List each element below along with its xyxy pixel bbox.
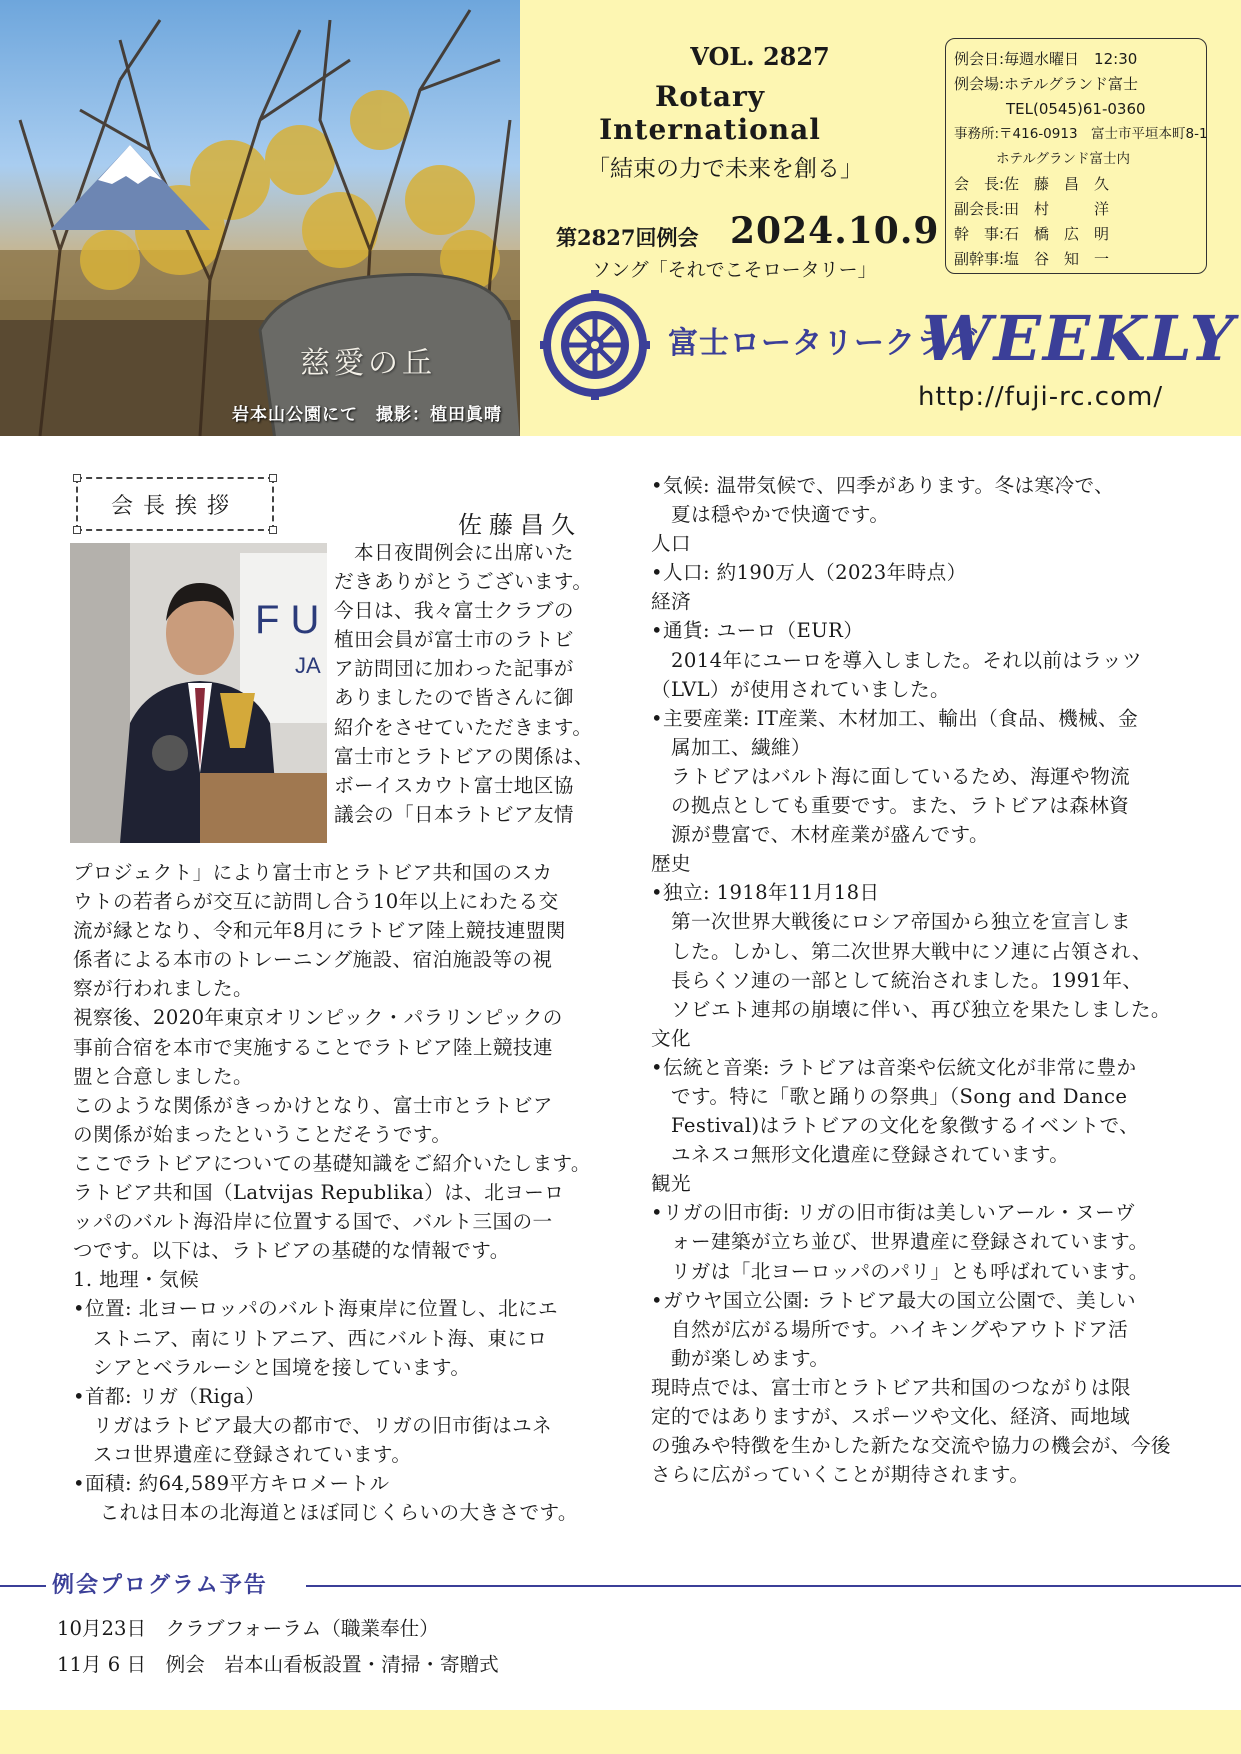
secretary: 幹 事:石 橋 広 明 bbox=[954, 225, 1110, 243]
greeting-text-right-column: •気候: 温帯気候で、四季があります。冬は寒冷で、 夏は穏やかで快適です。 人口 •人口: 約190万人（2023年時点） 経済 •通貨: ユーロ（EUR） 2014年にユーロを導入しました。それ以前はラッツ （LVL）が使用されていました。 •主要産業: IT産業、木材加工、輸出（食品、機械、金 属加工、繊維） ラトビアはバルト海に面しているため、海運や物流 の拠点としても重要です。また、ラトビアは森林資 源が豊富で、木材産業が盛んです。 歴史 •独立: 1918年11月18日 第一次世界大戦後にロシア帝国から独立を宣言しま した。しかし、第二次世界大戦中にソ連に占領され、 長らくソ連の一部として統治されました。1991年、 ソビエト連邦の崩壊に伴い、再び独立を果たしました。 文化 •伝統と音楽: ラトビアは音楽や伝統文化が非常に豊か です。特に「歌と踊りの祭典」（Song and Dance Festival)はラトビアの文化を象徴するイベントで、 ユネスコ無形文化遺産に登録されています。 観光 •リガの旧市街: リガの旧市街は美しいアール・ヌーヴ ォー建築が立ち並び、世界遺産に登録されています。 リガは「北ヨーロッパのパリ」とも呼ばれています。 •ガウヤ国立公園: ラトビア最大の国立公園で、美しい 自然が広がる場所です。ハイキングやアウトドア活 動が楽しめます。 現時点では、富士市とラトビア共和国のつながりは限 定的ではありますが、スポーツや文化、経済、両地域 の強みや特徴を生かした新たな交流や協力の機会が、今後 さらに広がっていくことが期待されます。 bbox=[651, 474, 1171, 1487]
club-info-box bbox=[945, 38, 1207, 274]
program-item: 10月23日 クラブフォーラム（職業奉仕） bbox=[57, 1617, 439, 1640]
organization-name: Rotary International bbox=[599, 80, 821, 146]
meeting-day: 例会日:毎週水曜日 12:30 bbox=[954, 50, 1138, 68]
vice-president: 副会長:田 村 洋 bbox=[954, 200, 1110, 218]
president: 会 長:佐 藤 昌 久 bbox=[954, 175, 1110, 193]
rotary-wheel-logo bbox=[540, 290, 650, 400]
svg-text:F U: F U bbox=[255, 598, 320, 642]
stone-inscription: 慈愛の丘 bbox=[300, 346, 436, 381]
club-name: 富士ロータリークラブ bbox=[668, 326, 978, 361]
club-url[interactable]: http://fuji-rc.com/ bbox=[918, 382, 1164, 412]
svg-text:JA: JA bbox=[295, 653, 321, 678]
weekly-title: WEEKLY bbox=[922, 302, 1236, 375]
volume-number: VOL. 2827 bbox=[690, 42, 830, 71]
program-title: 例会プログラム予告 bbox=[52, 1573, 268, 1598]
annual-theme: 「結束の力で未来を創る」 bbox=[587, 156, 863, 182]
program-item: 11月 6 日 例会 岩本山看板設置・清掃・寄贈式 bbox=[57, 1653, 499, 1676]
meeting-number: 第2827回例会 bbox=[556, 225, 699, 250]
vice-secretary: 副幹事:塩 谷 知 一 bbox=[954, 250, 1110, 268]
mount-fuji-illustration bbox=[50, 140, 210, 230]
photo-caption: 岩本山公園にて 撮影：植田眞晴 bbox=[232, 405, 502, 425]
meeting-song: ソング「それでこそロータリー」 bbox=[592, 259, 877, 281]
cover-photo bbox=[0, 0, 520, 436]
footer-bar bbox=[0, 1710, 1241, 1754]
president-name: 佐藤昌久 bbox=[458, 511, 582, 539]
venue-phone: TEL(0545)61-0360 bbox=[1006, 100, 1146, 118]
office-address-line2: ホテルグランド富士内 bbox=[996, 151, 1131, 167]
office-address: 事務所:〒416-0913 富士市平垣本町8-1 bbox=[954, 126, 1208, 142]
newsletter-header bbox=[0, 0, 1241, 436]
greeting-label: 会長挨拶 bbox=[110, 494, 239, 519]
greeting-text-left-column: プロジェクト」により富士市とラトビア共和国のスカ ウトの若者らが交互に訪問し合う10年以上にわたる交 流が縁となり、令和元年8月にラトビア陸上競技連盟関 係者による本市のトレーニング施設、宿泊施設等の視 察が行われました。 視察後、2020年東京オリンピック・パラリンピックの 事前合宿を本市で実施することでラトビア陸上競技連 盟と合意しました。 このような関係がきっかけとなり、富士市とラトビア の関係が始まったということだそうです。 ここでラトビアについての基礎知識をご紹介いたします。 ラトビア共和国（Latvijas Republika）は、北ヨーロ ッパのバルト海沿岸に位置する国で、バルト三国の一 つです。以下は、ラトビアの基礎的な情報です。 1. 地理・気候 •位置: 北ヨーロッパのバルト海東岸に位置し、北にエ ストニア、南にリトアニア、西にバルト海、東にロ シアとベラルーシと国境を接しています。 •首都: リガ（Riga） リガはラトビア最大の都市で、リガの旧市街はユネ スコ世界遺産に登録されています。 •面積: 約64,589平方キロメートル これは日本の北海道とほぼ同じくらいの大きさです。 bbox=[73, 861, 591, 1525]
greeting-text-beside-photo: 本日夜間例会に出席いた だきありがとうございます。 今日は、我々富士クラブの 植田会員が富士市のラトビ ア訪問団に加わった記事が ありましたので皆さんに御 紹介をさせていただきます。 富士市とラトビアの関係は、 ボーイスカウト富士地区協 議会の「日本ラトビア友情 bbox=[334, 541, 594, 826]
meeting-date: 2024.10.9 bbox=[730, 210, 940, 252]
meeting-venue: 例会場:ホテルグランド富士 bbox=[954, 75, 1139, 93]
president-photo bbox=[70, 543, 327, 843]
